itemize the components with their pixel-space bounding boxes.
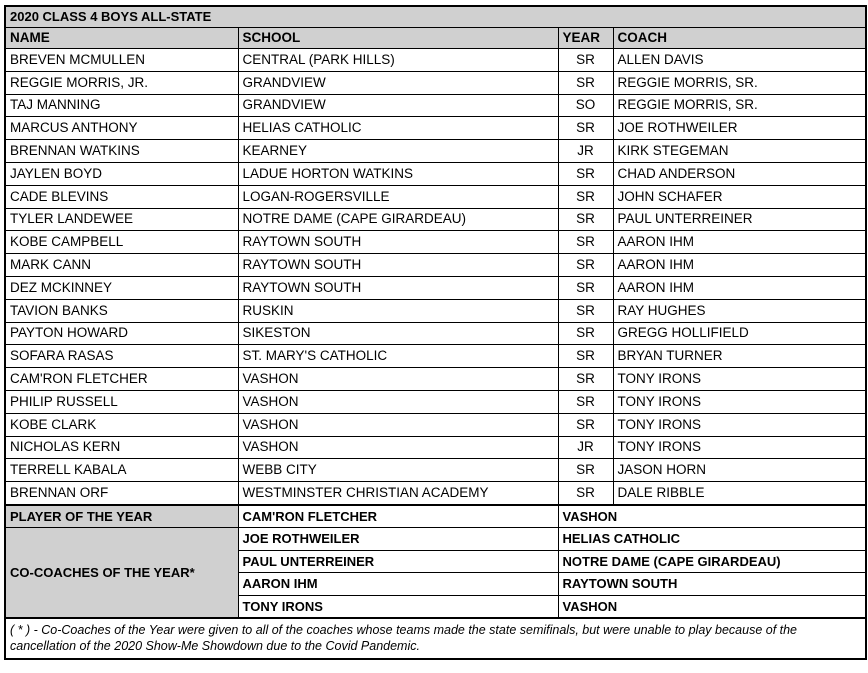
- player-school: VASHON: [238, 413, 558, 436]
- player-coach: TONY IRONS: [613, 436, 866, 459]
- player-school: LADUE HORTON WATKINS: [238, 162, 558, 185]
- player-year: SR: [558, 482, 613, 505]
- player-school: RAYTOWN SOUTH: [238, 231, 558, 254]
- player-coach: GREGG HOLLIFIELD: [613, 322, 866, 345]
- table-row: [5, 436, 866, 459]
- player-year: SR: [558, 185, 613, 208]
- table-row: [5, 49, 866, 72]
- player-coach: REGGIE MORRIS, SR.: [613, 71, 866, 94]
- player-name: PHILIP RUSSELL: [5, 390, 238, 413]
- player-name: TERRELL KABALA: [5, 459, 238, 482]
- player-of-year-label: PLAYER OF THE YEAR: [5, 505, 238, 528]
- player-coach: JOHN SCHAFER: [613, 185, 866, 208]
- coaches-of-year-label: CO-COACHES OF THE YEAR*: [5, 528, 238, 619]
- player-year: SR: [558, 49, 613, 72]
- player-school: KEARNEY: [238, 140, 558, 163]
- player-coach: AARON IHM: [613, 254, 866, 277]
- player-year: SR: [558, 322, 613, 345]
- coach-of-year-school: HELIAS CATHOLIC: [558, 528, 866, 551]
- player-name: REGGIE MORRIS, JR.: [5, 71, 238, 94]
- player-year: SR: [558, 162, 613, 185]
- footnote-row: [5, 618, 866, 659]
- coach-of-year-school: RAYTOWN SOUTH: [558, 573, 866, 596]
- table-row: [5, 299, 866, 322]
- player-year: SR: [558, 117, 613, 140]
- player-year: SR: [558, 299, 613, 322]
- player-coach: PAUL UNTERREINER: [613, 208, 866, 231]
- player-school: GRANDVIEW: [238, 71, 558, 94]
- table-row: [5, 322, 866, 345]
- coach-of-year-school: VASHON: [558, 595, 866, 618]
- player-name: MARK CANN: [5, 254, 238, 277]
- player-school: VASHON: [238, 390, 558, 413]
- table-row: [5, 94, 866, 117]
- player-year: SR: [558, 413, 613, 436]
- player-year: SR: [558, 231, 613, 254]
- table-row: [5, 162, 866, 185]
- player-coach: JOE ROTHWEILER: [613, 117, 866, 140]
- player-school: ST. MARY'S CATHOLIC: [238, 345, 558, 368]
- player-name: DEZ MCKINNEY: [5, 276, 238, 299]
- player-coach: TONY IRONS: [613, 368, 866, 391]
- table-row: [5, 482, 866, 505]
- table-row: [5, 71, 866, 94]
- player-school: LOGAN-ROGERSVILLE: [238, 185, 558, 208]
- player-of-year-row: [5, 505, 866, 528]
- player-school: NOTRE DAME (CAPE GIRARDEAU): [238, 208, 558, 231]
- player-school: WEBB CITY: [238, 459, 558, 482]
- player-name: KOBE CLARK: [5, 413, 238, 436]
- table-row: [5, 185, 866, 208]
- player-name: TYLER LANDEWEE: [5, 208, 238, 231]
- player-school: WESTMINSTER CHRISTIAN ACADEMY: [238, 482, 558, 505]
- player-year: SR: [558, 459, 613, 482]
- player-coach: RAY HUGHES: [613, 299, 866, 322]
- player-school: RAYTOWN SOUTH: [238, 276, 558, 299]
- player-name: TAJ MANNING: [5, 94, 238, 117]
- player-coach: ALLEN DAVIS: [613, 49, 866, 72]
- player-name: CADE BLEVINS: [5, 185, 238, 208]
- player-name: BREVEN MCMULLEN: [5, 49, 238, 72]
- table-row: [5, 208, 866, 231]
- player-coach: DALE RIBBLE: [613, 482, 866, 505]
- player-of-year-name: CAM'RON FLETCHER: [238, 505, 558, 528]
- player-of-year-school: VASHON: [558, 505, 866, 528]
- player-year: SR: [558, 254, 613, 277]
- table-row: [5, 254, 866, 277]
- table-row: [5, 459, 866, 482]
- table-row: [5, 117, 866, 140]
- player-school: CENTRAL (PARK HILLS): [238, 49, 558, 72]
- all-state-table: [4, 5, 867, 660]
- table-row: [5, 390, 866, 413]
- table-row: [5, 140, 866, 163]
- player-school: VASHON: [238, 436, 558, 459]
- player-coach: TONY IRONS: [613, 390, 866, 413]
- player-name: SOFARA RASAS: [5, 345, 238, 368]
- player-name: KOBE CAMPBELL: [5, 231, 238, 254]
- table-row: [5, 345, 866, 368]
- player-coach: TONY IRONS: [613, 413, 866, 436]
- title-row: [5, 6, 866, 28]
- player-year: SR: [558, 208, 613, 231]
- player-year: SR: [558, 345, 613, 368]
- header-year: YEAR: [558, 28, 613, 49]
- player-name: JAYLEN BOYD: [5, 162, 238, 185]
- player-coach: BRYAN TURNER: [613, 345, 866, 368]
- player-name: MARCUS ANTHONY: [5, 117, 238, 140]
- coach-of-year-school: NOTRE DAME (CAPE GIRARDEAU): [558, 550, 866, 573]
- player-name: BRENNAN ORF: [5, 482, 238, 505]
- player-year: SR: [558, 71, 613, 94]
- player-year: SR: [558, 368, 613, 391]
- coach-of-year-name: JOE ROTHWEILER: [238, 528, 558, 551]
- player-name: CAM'RON FLETCHER: [5, 368, 238, 391]
- player-name: NICHOLAS KERN: [5, 436, 238, 459]
- player-coach: KIRK STEGEMAN: [613, 140, 866, 163]
- table-row: [5, 231, 866, 254]
- table-row: [5, 276, 866, 299]
- table-row: [5, 413, 866, 436]
- player-school: HELIAS CATHOLIC: [238, 117, 558, 140]
- player-coach: AARON IHM: [613, 231, 866, 254]
- coach-of-year-row: [5, 528, 866, 551]
- player-coach: CHAD ANDERSON: [613, 162, 866, 185]
- player-name: BRENNAN WATKINS: [5, 140, 238, 163]
- player-school: RUSKIN: [238, 299, 558, 322]
- table-title: 2020 CLASS 4 BOYS ALL-STATE: [5, 6, 866, 28]
- player-year: JR: [558, 436, 613, 459]
- coach-of-year-name: TONY IRONS: [238, 595, 558, 618]
- player-coach: AARON IHM: [613, 276, 866, 299]
- header-name: NAME: [5, 28, 238, 49]
- player-school: SIKESTON: [238, 322, 558, 345]
- header-row: [5, 28, 866, 49]
- footnote: ( * ) - Co-Coaches of the Year were given to all of the coaches whose teams made the state semifinals, but were unable to play because of the cancellation of the 2020 Show-Me Showdown due to the Covid Pandemic.: [5, 618, 866, 659]
- player-year: SR: [558, 390, 613, 413]
- player-year: SO: [558, 94, 613, 117]
- player-school: GRANDVIEW: [238, 94, 558, 117]
- player-coach: REGGIE MORRIS, SR.: [613, 94, 866, 117]
- coach-of-year-name: AARON IHM: [238, 573, 558, 596]
- player-school: VASHON: [238, 368, 558, 391]
- player-year: SR: [558, 276, 613, 299]
- player-name: PAYTON HOWARD: [5, 322, 238, 345]
- header-school: SCHOOL: [238, 28, 558, 49]
- table-row: [5, 368, 866, 391]
- player-coach: JASON HORN: [613, 459, 866, 482]
- player-year: JR: [558, 140, 613, 163]
- coach-of-year-name: PAUL UNTERREINER: [238, 550, 558, 573]
- player-school: RAYTOWN SOUTH: [238, 254, 558, 277]
- player-name: TAVION BANKS: [5, 299, 238, 322]
- header-coach: COACH: [613, 28, 866, 49]
